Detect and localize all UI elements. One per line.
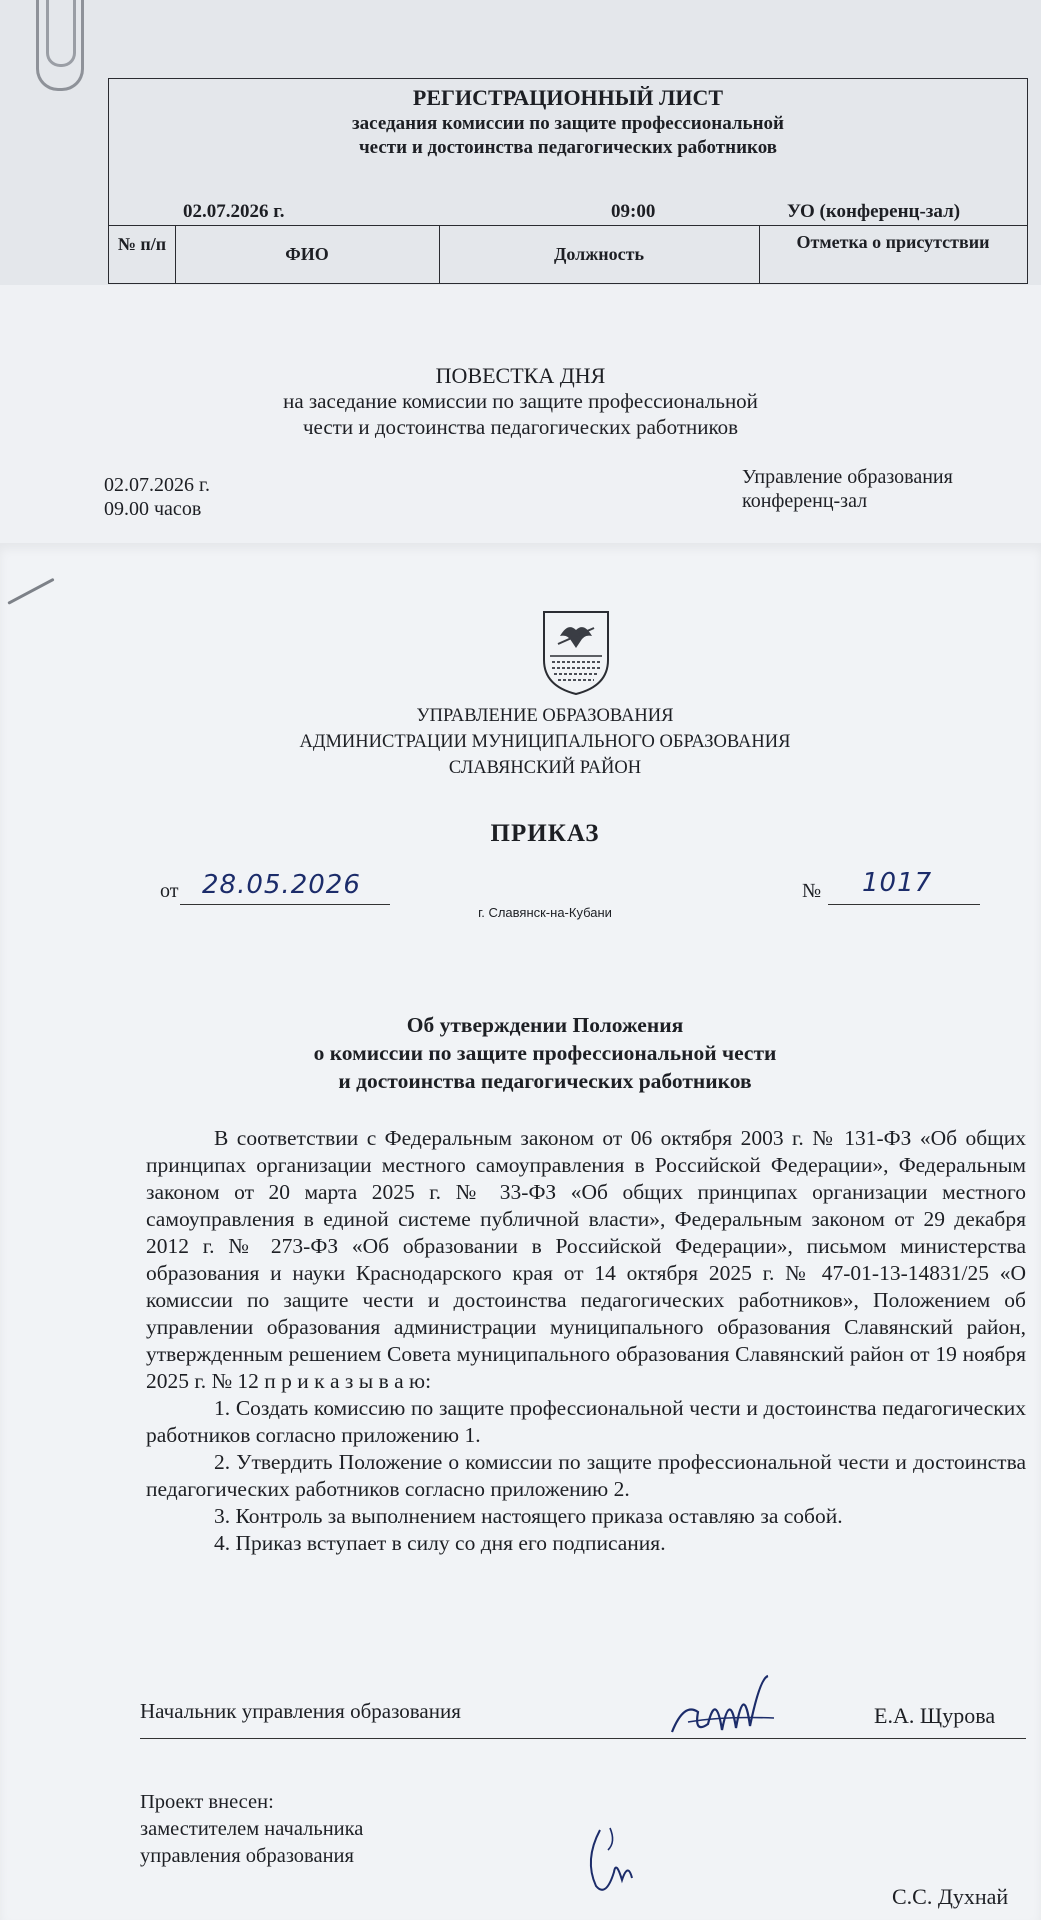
table-divider <box>109 225 1027 226</box>
agenda-subtitle-1: на заседание комиссии по защите профессиональной <box>283 389 758 413</box>
registration-time: 09:00 <box>611 201 656 222</box>
column-header-number: № п/п <box>117 234 167 254</box>
order-item: 3. Контроль за выполнением настоящего приказа оставляю за собой. <box>214 1504 843 1528</box>
registration-date: 02.07.2026 г. <box>183 201 285 222</box>
order-preamble: В соответствии с Федеральным законом от 06 октября 2003 г. № 131-ФЗ «Об общих принципах организации местного самоуправления в Российской Федерации», Федеральным законом от 20 марта 2025 г. № 33-ФЗ «Об общих принципах организации местного самоуправления в единой системе публичной власти», Федеральным законом от 29 декабря 2012 г. № 273-ФЗ «Об образовании в Российской Федерации», письмом министерства образования и науки Краснодарского края от 14 октября 2025 г. № 47-01-13-14831/25 «О комиссии по защите чести и достоинства педагогических работников», Положением об управлении образования администрации муниципального образования Славянский район, утвержденным решением Совета муниципального образования Славянский район от 19 ноября 2025 г. № 12 п р и к а з ы в а ю: <box>146 1126 1026 1393</box>
project-label: Проект внесен: <box>140 1791 274 1813</box>
paper-clip-inner-icon <box>46 0 76 67</box>
order-title-3: и достоинства педагогических работников <box>338 1069 752 1093</box>
registration-table <box>108 78 1028 284</box>
document-type: ПРИКАЗ <box>490 820 600 847</box>
agenda-date: 02.07.2026 г. <box>104 474 210 496</box>
date-prefix: от <box>160 880 179 902</box>
signature-divider <box>140 1738 1026 1739</box>
project-role-1: заместителем начальника <box>140 1818 364 1840</box>
agenda-sheet <box>0 285 1041 543</box>
agenda-time: 09.00 часов <box>104 498 202 520</box>
city: г. Славянск-на-Кубани <box>478 905 612 920</box>
number-prefix: № <box>802 880 822 902</box>
coat-of-arms-icon <box>540 608 612 696</box>
agenda-subtitle-2: чести и достоинства педагогических работников <box>302 415 739 439</box>
org-line-1: УПРАВЛЕНИЕ ОБРАЗОВАНИЯ <box>416 706 674 726</box>
org-line-2: АДМИНИСТРАЦИИ МУНИЦИПАЛЬНОГО ОБРАЗОВАНИЯ <box>299 732 791 752</box>
agenda-org: Управление образования <box>742 466 953 488</box>
column-header-attendance: Отметка о присутствии <box>796 232 990 252</box>
project-role-2: управления образования <box>140 1845 354 1867</box>
handwritten-date: 28.05.2026 <box>202 870 361 900</box>
registration-title: РЕГИСТРАЦИОННЫЙ ЛИСТ <box>412 85 724 110</box>
column-header-name: ФИО <box>285 244 329 264</box>
org-line-3: СЛАВЯНСКИЙ РАЙОН <box>448 758 642 778</box>
project-block <box>140 1789 363 1870</box>
order-title-2: о комиссии по защите профессиональной чести <box>313 1041 777 1065</box>
column-header-position: Должность <box>553 244 645 264</box>
registration-place: УО (конференц-зал) <box>787 201 961 222</box>
order-item: 2. Утвердить Положение о комиссии по защите профессиональной чести и достоинства педагогических работников согласно приложению 2. <box>146 1450 1026 1501</box>
order-title-1: Об утверждении Положения <box>406 1013 684 1037</box>
handwritten-number: 1017 <box>862 868 933 898</box>
registration-subtitle-2: чести и достоинства педагогических работников <box>358 137 778 158</box>
signer-title: Начальник управления образования <box>140 1699 461 1723</box>
order-item: 1. Создать комиссию по защите профессиональной чести и достоинства педагогических работников согласно приложению 1. <box>146 1396 1026 1447</box>
signature-icon <box>664 1672 784 1752</box>
order-body <box>146 1125 1026 1557</box>
initials-signature-icon <box>580 1820 640 1900</box>
agenda-room: конференц-зал <box>742 490 868 512</box>
signer-name: Е.А. Щурова <box>874 1703 996 1728</box>
registration-sheet <box>0 0 1041 285</box>
order-item: 4. Приказ вступает в силу со дня его подписания. <box>214 1531 666 1555</box>
registration-subtitle-1: заседания комиссии по защите профессиональной <box>352 113 784 134</box>
agenda-title: ПОВЕСТКА ДНЯ <box>435 363 606 388</box>
project-name: С.С. Духнай <box>892 1884 1009 1909</box>
